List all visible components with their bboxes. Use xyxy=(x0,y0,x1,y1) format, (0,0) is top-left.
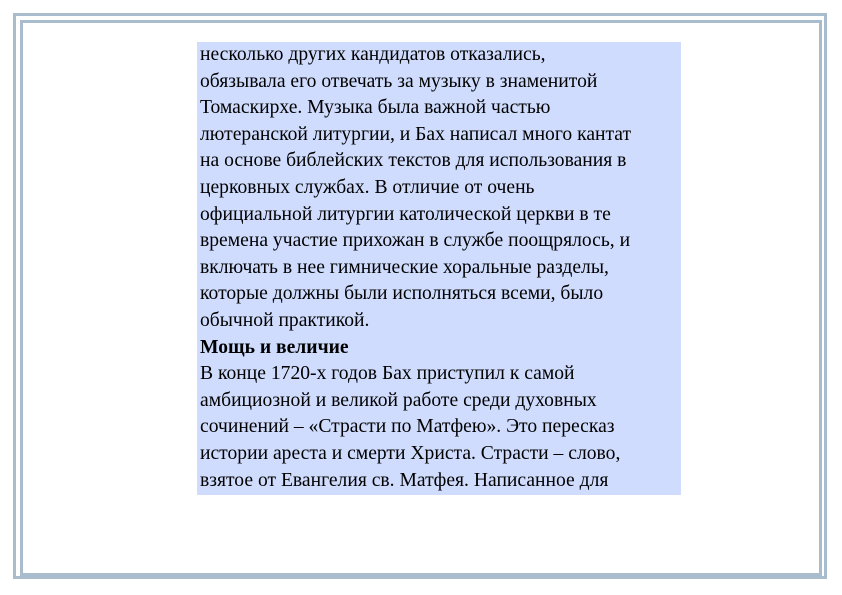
paragraph-2: В конце 1720-х годов Бах приступил к самой амбициозной и великой работе среди духовных сочинений – «Страсти по Матфею». Это пересказ истории ареста и смерти Христа. Страсти – слово, взятое от Евангелия св. Матфея. Написанное для xyxy=(200,363,621,491)
text-block xyxy=(197,42,681,495)
section-heading: Мощь и величие xyxy=(200,336,349,358)
paragraph-1: несколько других кандидатов отказались, обязывала его отвечать за музыку в знаменитой Томаскирхе. Музыка была важной частью лютеранской литургии, и Бах написал много кантат на основе библейских текстов для использования в церковных службах. В отличие от очень официальной литургии католической церкви в те времена участие прихожан в службе поощрялось, и включать в нее гимнические хоральные разделы, которые должны были исполняться всеми, было обычной практикой. xyxy=(200,44,632,331)
